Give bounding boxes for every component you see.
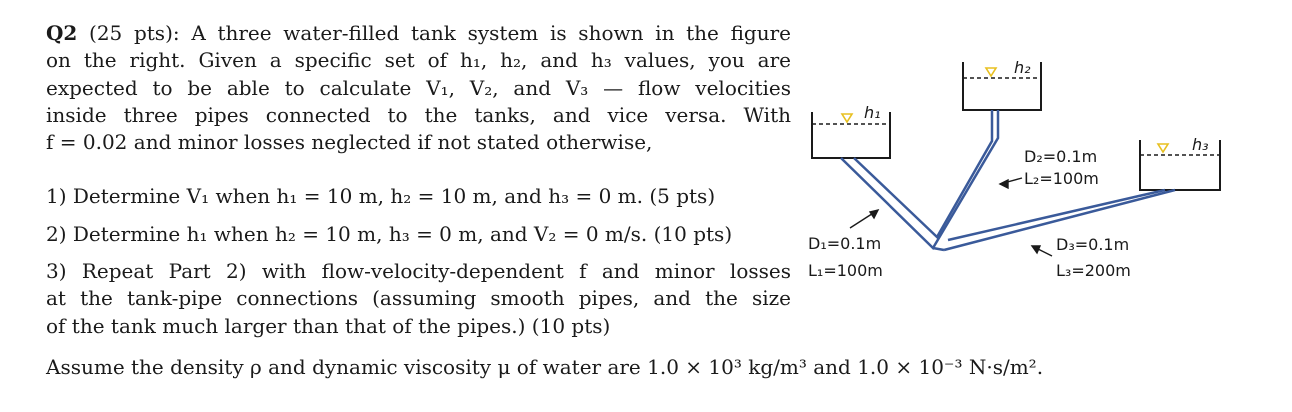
intro-line-4: inside three pipes connected to the tanks, and vice versa. With	[46, 102, 791, 127]
pipe-3-length-label: L₃=200m	[1056, 261, 1131, 280]
part-3-line-1: 3) Repeat Part 2) with flow-velocity-dependent f and minor losses	[46, 259, 791, 283]
water-level-marker-2-icon	[986, 68, 996, 76]
part-3-line-3: of the tank much larger than that of the pipes.) (10 pts)	[46, 313, 611, 338]
intro-line-2: on the right. Given a specific set of h₁, h₂, and h₃ values, you are	[46, 48, 791, 73]
intro-line-5: f = 0.02 and minor losses neglected if not stated otherwise,	[46, 130, 653, 155]
pipe-3-inner	[948, 190, 1165, 240]
tank-2-height-label: h₂	[1014, 58, 1031, 77]
water-level-marker-1-icon	[842, 114, 852, 122]
tank-2	[963, 58, 1041, 110]
pipe-3-diameter-label: D₃=0.1m	[1056, 235, 1130, 254]
tank-1-height-label: h₁	[864, 103, 881, 122]
part-3	[46, 258, 791, 340]
pipe-2-length-label: L₂=100m	[1024, 169, 1099, 188]
problem-intro	[46, 20, 791, 156]
pipe-2-diameter-label: D₂=0.1m	[1024, 147, 1098, 166]
pipe-1-diameter-label: D₁=0.1m	[808, 234, 882, 253]
water-level-marker-3-icon	[1158, 144, 1168, 152]
intro-text-1: A three water-filled tank system is shown in the figure	[191, 21, 791, 45]
intro-line-3: expected to be able to calculate V₁, V₂, and V₃ — flow velocities	[46, 75, 791, 100]
tank-3	[1140, 135, 1220, 190]
question-label: Q2	[46, 21, 78, 45]
pipe-junction	[933, 248, 944, 250]
assumption-line: Assume the density ρ and dynamic viscosity μ of water are 1.0 × 10³ kg/m³ and 1.0 × 10⁻³ N·s/m².	[46, 355, 1044, 379]
part-2: 2) Determine h₁ when h₂ = 10 m, h₃ = 0 m, and V₂ = 0 m/s. (10 pts)	[46, 222, 733, 246]
part-3-line-2: at the tank-pipe connections (assuming smooth pipes, and the size	[46, 286, 791, 311]
tank-3-height-label: h₃	[1192, 135, 1209, 154]
pipe-1-outer	[841, 110, 998, 248]
part-1: 1) Determine V₁ when h₁ = 10 m, h₂ = 10 m, and h₃ = 0 m. (5 pts)	[46, 184, 716, 208]
tank-system-figure	[790, 40, 1250, 300]
tank-1	[812, 103, 890, 158]
pipe-1-length-label: L₁=100m	[808, 261, 883, 280]
question-points: (25 pts):	[89, 21, 180, 45]
intro-line-1	[46, 20, 791, 47]
